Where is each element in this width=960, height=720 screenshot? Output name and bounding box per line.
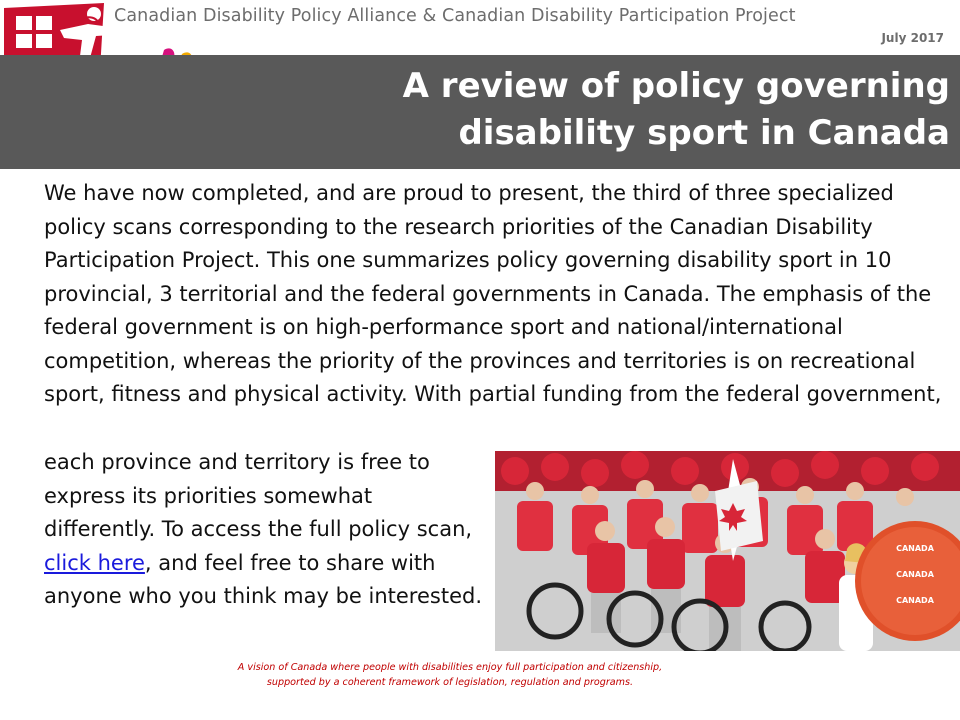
title-line-2: disability sport in Canada <box>458 113 950 153</box>
athletes-photo <box>495 451 960 651</box>
body-paragraph-side <box>44 446 489 614</box>
page-title <box>310 63 950 157</box>
sign-text-3: CANADA <box>896 596 934 605</box>
vision-statement <box>190 660 710 690</box>
organization-header: Canadian Disability Policy Alliance & Canadian Disability Participation Project <box>114 6 796 26</box>
vision-line-1: A vision of Canada where people with disabilities enjoy full participation and citizenship, <box>237 662 663 673</box>
sign-text-1: CANADA <box>896 544 934 553</box>
body-paragraph-top: We have now completed, and are proud to present, the third of three specialized policy scans corresponding to the research priorities of the Canadian Disability Participation Project. This one summarizes policy governing disability sport in 10 provincial, 3 territorial and the federal governments in Canada. The emphasis of the federal government is on high-performance sport and national/international competition, whereas the priority of the provinces and territories is on recreational sport, fitness and physical activity. With partial funding from the federal government, <box>44 181 942 406</box>
vision-line-2: supported by a coherent framework of legislation, regulation and programs. <box>266 677 634 688</box>
sign-text-2: CANADA <box>896 570 934 579</box>
title-line-1: A review of policy governing <box>402 66 950 106</box>
body-text-before-link: each province and territory is free to express its priorities somewhat differently. To access the full policy scan, <box>44 450 473 541</box>
body-text-after-link: , and feel free to share with anyone who you think may be interested. <box>44 550 482 608</box>
full-policy-scan-link[interactable]: click here <box>44 550 145 575</box>
publication-date: July 2017 <box>881 31 944 45</box>
